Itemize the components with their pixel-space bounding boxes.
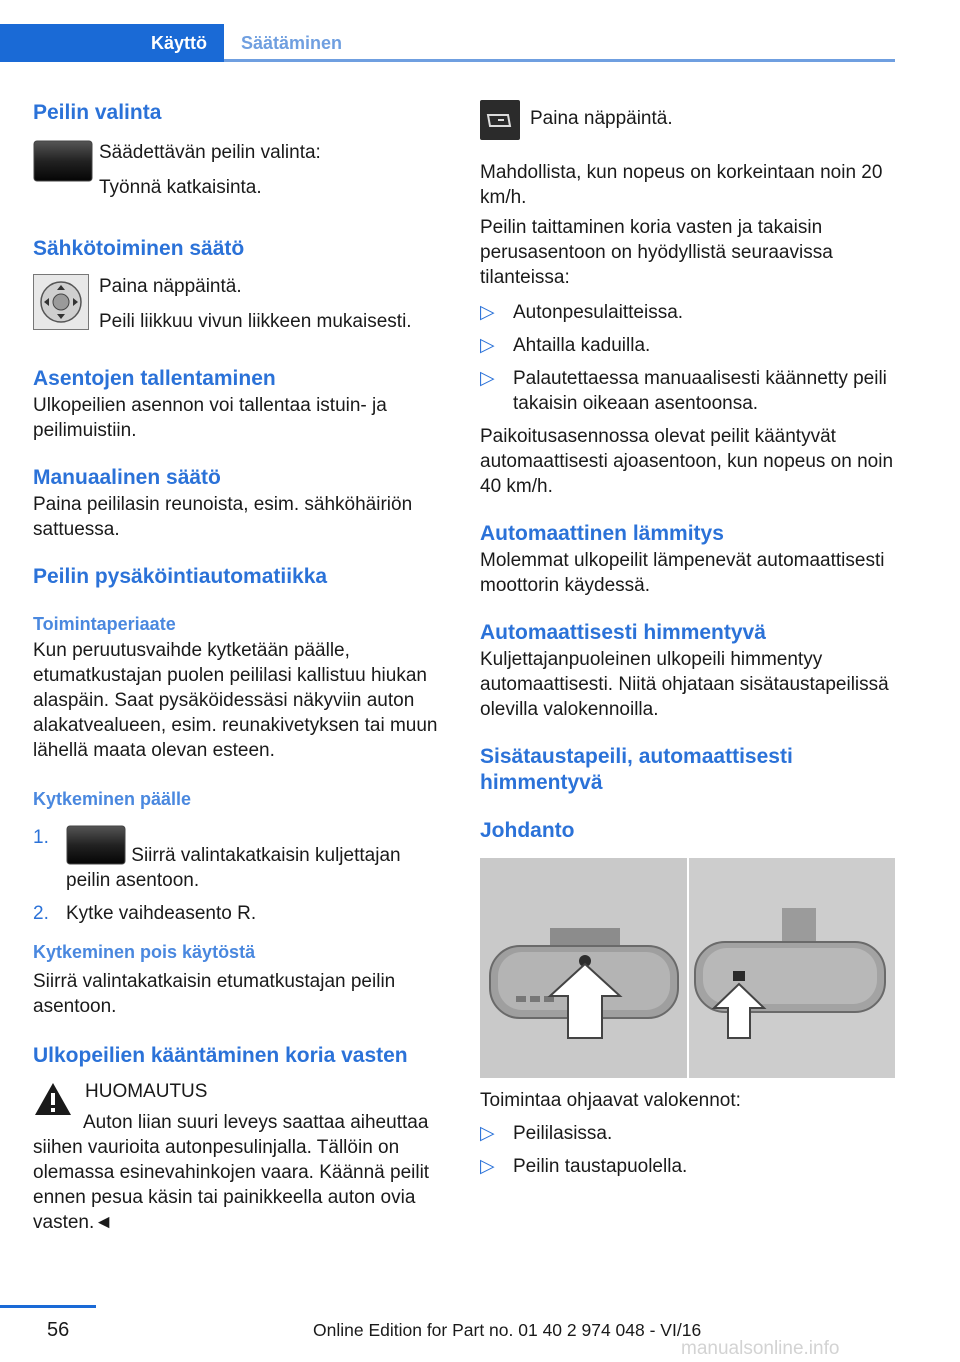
paragraph: Kuljettajanpuoleinen ulkopeili himmentyy automaattisesti. Niitä ohjataan sisätaustapeilissä olevilla valokennoilla.	[480, 649, 889, 720]
warning-text: Auton liian suuri leveys saattaa aiheuttaa siihen vaurioita autonpesulinjalla. Tällöin on olemassa esinevahinkojen vaara. Käännä peilit ennen pesua käsin tai painikkeella auton ovia vasten.◄	[33, 1112, 430, 1233]
section-title: Johdanto	[480, 819, 575, 842]
warning-triangle-icon	[33, 1081, 73, 1117]
paragraph: Ulkopeilien asennon voi tallentaa istuin- ja peilimuistiin.	[33, 395, 387, 441]
paragraph: Peilin taittaminen koria vasten ja takaisin perusasentoon on hyödyllistä seuraavissa tilanteissa:	[480, 217, 833, 288]
list-text: Palautettaessa manuaalisesti käännetty peili takaisin oikeaan asentoonsa.	[513, 368, 887, 414]
footer-divider	[0, 1305, 96, 1308]
list-text: Autonpesulaitteissa.	[513, 302, 684, 323]
paragraph: Paikoitusasennossa olevat peilit kääntyvät automaattisesti ajoasentoon, kun nopeus on noin 40 km/h.	[480, 426, 894, 497]
section-title: Manuaalinen säätö	[33, 466, 221, 489]
adjust-row	[33, 274, 448, 344]
list-item	[33, 825, 448, 893]
paragraph: Molemmat ulkopeilit lämpenevät automaattisesti moottorin käydessä.	[480, 550, 885, 596]
section-title: Sisätaustapeili, automaattisesti himmentyvä	[480, 745, 793, 794]
list-item	[480, 333, 895, 358]
mirror-joystick-icon	[33, 274, 99, 337]
edition-note: Online Edition for Part no. 01 40 2 974 048 - VI/16	[313, 1320, 702, 1340]
bullet-list	[480, 300, 895, 416]
paragraph: Siirrä valintakatkaisin etumatkustajan peilin asentoon.	[33, 971, 396, 1017]
paragraph: Paina peililasin reunoista, esim. sähköhäiriön sattuessa.	[33, 494, 413, 540]
list-text: Kytke vaihdeasento R.	[66, 903, 257, 924]
text-line: Paina näppäintä.	[530, 108, 673, 129]
list-item	[33, 901, 448, 926]
bullet-icon: ▷	[480, 335, 495, 356]
paragraph: Mahdollista, kun nopeus on korkeintaan noin 20 km/h.	[480, 162, 883, 208]
subsection-title: Kytkeminen päälle	[33, 789, 192, 809]
warning-block	[33, 1079, 448, 1235]
list-text: Ahtailla kaduilla.	[513, 335, 651, 356]
fold-mirror-button-icon	[480, 100, 530, 147]
paragraph: Toimintaa ohjaavat valokennot:	[480, 1090, 741, 1111]
section-title: Asentojen tallentaminen	[33, 367, 276, 390]
warning-heading: HUOMAUTUS	[85, 1081, 208, 1102]
rearview-mirror-photo	[480, 858, 895, 1078]
bullet-list	[480, 1121, 895, 1179]
list-item	[480, 1121, 895, 1146]
mirror-switch-icon	[33, 140, 99, 189]
text-line: Säädettävän peilin valinta:	[99, 142, 321, 163]
mirror-switch-icon	[66, 825, 126, 865]
section-title: Peilin valinta	[33, 101, 162, 124]
text-line: Peili liikkuu vivun liikkeen mukaisesti.	[99, 311, 412, 332]
header-tabs	[0, 24, 895, 62]
list-number: 1.	[33, 827, 49, 848]
list-item	[480, 1154, 895, 1179]
bullet-icon: ▷	[480, 302, 495, 323]
section-title: Automaattisesti himmentyvä	[480, 621, 766, 644]
subsection-title: Kytkeminen pois käytöstä	[33, 942, 256, 962]
left-column	[33, 100, 448, 1235]
tab-underline	[224, 59, 895, 62]
fold-button-row	[480, 100, 895, 147]
section-title: Ulkopeilien kääntäminen koria vasten	[33, 1044, 408, 1067]
right-column	[480, 100, 895, 1187]
subsection-title: Toimintaperiaate	[33, 614, 176, 634]
list-item	[480, 300, 895, 325]
numbered-list	[33, 825, 448, 926]
mirror-select-row	[33, 140, 448, 210]
text-line: Työnnä katkaisinta.	[99, 177, 262, 198]
bullet-icon: ▷	[480, 1156, 495, 1177]
bullet-icon: ▷	[480, 1123, 495, 1144]
list-text: Siirrä valintakatkaisin kuljettajan peilin asentoon.	[66, 845, 401, 891]
watermark: manualsonline.info	[681, 1338, 840, 1359]
section-title: Sähkötoiminen säätö	[33, 237, 245, 260]
paragraph: Kun peruutusvaihde kytketään päälle, etumatkustajan puolen peililasi kallistuu hiukan alaspäin. Saat pysäköidessäsi näkyviin auton alakatvealueen, esim. reunakivetyksen tai muun lähellä maata olevan esteen.	[33, 640, 438, 761]
list-number: 2.	[33, 903, 49, 924]
text-line: Paina näppäintä.	[99, 276, 242, 297]
page-number: 56	[47, 1319, 70, 1341]
section-title: Peilin pysäköintiautomatiikka	[33, 565, 328, 588]
tab-saataminen[interactable]: Säätäminen	[241, 33, 343, 53]
tab-kaytto[interactable]: Käyttö	[0, 24, 224, 62]
list-text: Peililasissa.	[513, 1123, 613, 1144]
list-item	[480, 366, 895, 416]
bullet-icon: ▷	[480, 368, 495, 389]
list-text: Peilin taustapuolella.	[513, 1156, 688, 1177]
section-title: Automaattinen lämmitys	[480, 522, 724, 545]
